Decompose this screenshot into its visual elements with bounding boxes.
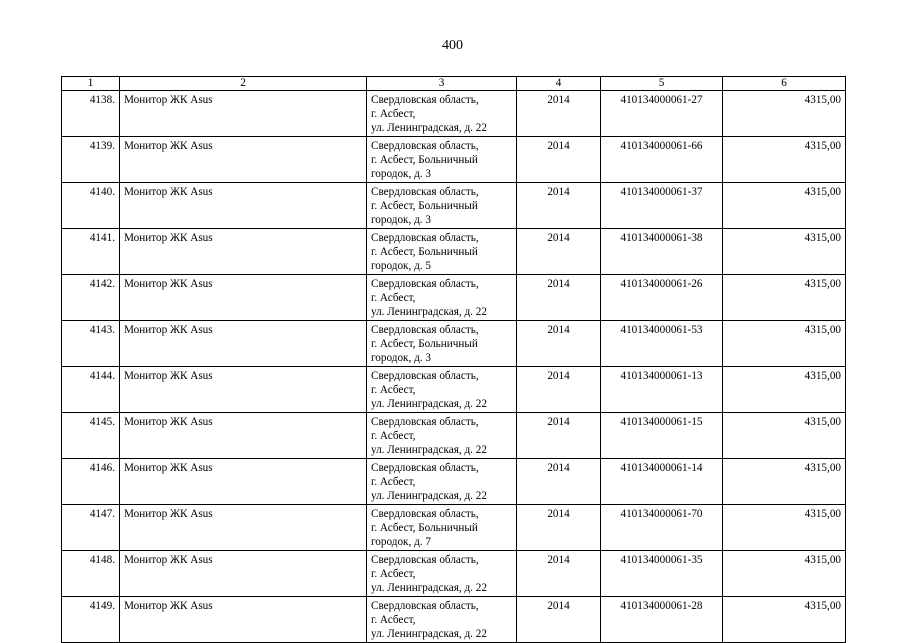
- address-line: Свердловская область,: [371, 554, 479, 566]
- address-cell: [367, 597, 517, 643]
- item-name-cell: Монитор ЖК Asus: [120, 321, 367, 367]
- address-line: г. Асбест, Больничный: [371, 522, 478, 534]
- address-cell: [367, 367, 517, 413]
- address-line: ул. Ленинградская, д. 22: [371, 306, 487, 318]
- address-line: ул. Ленинградская, д. 22: [371, 628, 487, 640]
- cost-cell: 4315,00: [723, 551, 846, 597]
- cost-cell: 4315,00: [723, 183, 846, 229]
- year-cell: 2014: [517, 321, 601, 367]
- item-name-cell: Монитор ЖК Asus: [120, 91, 367, 137]
- table-body: [62, 91, 846, 643]
- cost-cell: 4315,00: [723, 229, 846, 275]
- cost-cell: 4315,00: [723, 321, 846, 367]
- item-name-cell: Монитор ЖК Asus: [120, 229, 367, 275]
- page-number: 400: [442, 38, 463, 53]
- address-line: Свердловская область,: [371, 140, 479, 152]
- year-cell: 2014: [517, 505, 601, 551]
- row-number-cell: 4143.: [62, 321, 120, 367]
- item-name-cell: Монитор ЖК Asus: [120, 275, 367, 321]
- address-line: Свердловская область,: [371, 94, 479, 106]
- address-line: г. Асбест, Больничный: [371, 200, 478, 212]
- column-header: 3: [367, 77, 517, 91]
- row-number-cell: 4140.: [62, 183, 120, 229]
- year-cell: 2014: [517, 91, 601, 137]
- table-row: [62, 367, 846, 413]
- inventory-number-cell: 410134000061-37: [601, 183, 723, 229]
- inventory-number-cell: 410134000061-53: [601, 321, 723, 367]
- cost-cell: 4315,00: [723, 137, 846, 183]
- cost-cell: 4315,00: [723, 367, 846, 413]
- row-number-cell: 4147.: [62, 505, 120, 551]
- address-cell: [367, 505, 517, 551]
- address-line: г. Асбест, Больничный: [371, 246, 478, 258]
- item-name-cell: Монитор ЖК Asus: [120, 597, 367, 643]
- row-number-cell: 4145.: [62, 413, 120, 459]
- year-cell: 2014: [517, 459, 601, 505]
- item-name-cell: Монитор ЖК Asus: [120, 551, 367, 597]
- inventory-number-cell: 410134000061-66: [601, 137, 723, 183]
- inventory-number-cell: 410134000061-28: [601, 597, 723, 643]
- address-cell: [367, 275, 517, 321]
- item-name-cell: Монитор ЖК Asus: [120, 505, 367, 551]
- address-line: г. Асбест,: [371, 430, 416, 442]
- table-row: [62, 505, 846, 551]
- cost-cell: 4315,00: [723, 597, 846, 643]
- table-row: [62, 459, 846, 505]
- row-number-cell: 4142.: [62, 275, 120, 321]
- address-cell: [367, 183, 517, 229]
- address-line: городок, д. 3: [371, 214, 431, 226]
- address-line: г. Асбест,: [371, 568, 416, 580]
- table-row: [62, 91, 846, 137]
- table-row: [62, 551, 846, 597]
- address-line: ул. Ленинградская, д. 22: [371, 444, 487, 456]
- item-name-cell: Монитор ЖК Asus: [120, 367, 367, 413]
- row-number-cell: 4139.: [62, 137, 120, 183]
- address-line: г. Асбест,: [371, 476, 416, 488]
- row-number-cell: 4149.: [62, 597, 120, 643]
- address-line: Свердловская область,: [371, 370, 479, 382]
- address-line: г. Асбест,: [371, 292, 416, 304]
- item-name-cell: Монитор ЖК Asus: [120, 137, 367, 183]
- address-cell: [367, 91, 517, 137]
- address-line: Свердловская область,: [371, 416, 479, 428]
- address-line: городок, д. 5: [371, 260, 431, 272]
- year-cell: 2014: [517, 597, 601, 643]
- address-cell: [367, 137, 517, 183]
- address-line: ул. Ленинградская, д. 22: [371, 490, 487, 502]
- header-row: [62, 77, 846, 91]
- address-line: Свердловская область,: [371, 462, 479, 474]
- row-number-cell: 4144.: [62, 367, 120, 413]
- address-cell: [367, 459, 517, 505]
- year-cell: 2014: [517, 413, 601, 459]
- table-row: [62, 413, 846, 459]
- address-line: Свердловская область,: [371, 186, 479, 198]
- address-line: г. Асбест, Больничный: [371, 338, 478, 350]
- address-line: Свердловская область,: [371, 324, 479, 336]
- table-row: [62, 597, 846, 643]
- row-number-cell: 4138.: [62, 91, 120, 137]
- inventory-number-cell: 410134000061-15: [601, 413, 723, 459]
- address-line: ул. Ленинградская, д. 22: [371, 122, 487, 134]
- address-line: ул. Ленинградская, д. 22: [371, 582, 487, 594]
- address-line: г. Асбест, Больничный: [371, 154, 478, 166]
- table-row: [62, 275, 846, 321]
- item-name-cell: Монитор ЖК Asus: [120, 459, 367, 505]
- table-row: [62, 183, 846, 229]
- year-cell: 2014: [517, 137, 601, 183]
- inventory-number-cell: 410134000061-13: [601, 367, 723, 413]
- row-number-cell: 4146.: [62, 459, 120, 505]
- inventory-number-cell: 410134000061-70: [601, 505, 723, 551]
- year-cell: 2014: [517, 551, 601, 597]
- cost-cell: 4315,00: [723, 505, 846, 551]
- column-header: 2: [120, 77, 367, 91]
- registry-table: [61, 76, 846, 643]
- inventory-number-cell: 410134000061-14: [601, 459, 723, 505]
- inventory-number-cell: 410134000061-38: [601, 229, 723, 275]
- inventory-number-cell: 410134000061-27: [601, 91, 723, 137]
- address-line: Свердловская область,: [371, 232, 479, 244]
- address-cell: [367, 229, 517, 275]
- item-name-cell: Монитор ЖК Asus: [120, 183, 367, 229]
- address-line: г. Асбест,: [371, 384, 416, 396]
- address-cell: [367, 321, 517, 367]
- address-line: г. Асбест,: [371, 614, 416, 626]
- year-cell: 2014: [517, 229, 601, 275]
- row-number-cell: 4141.: [62, 229, 120, 275]
- address-line: Свердловская область,: [371, 278, 479, 290]
- address-line: ул. Ленинградская, д. 22: [371, 398, 487, 410]
- table-row: [62, 229, 846, 275]
- address-line: г. Асбест,: [371, 108, 416, 120]
- cost-cell: 4315,00: [723, 459, 846, 505]
- cost-cell: 4315,00: [723, 413, 846, 459]
- table-row: [62, 137, 846, 183]
- column-header: 4: [517, 77, 601, 91]
- inventory-number-cell: 410134000061-35: [601, 551, 723, 597]
- inventory-number-cell: 410134000061-26: [601, 275, 723, 321]
- address-line: Свердловская область,: [371, 600, 479, 612]
- year-cell: 2014: [517, 183, 601, 229]
- column-header: 6: [723, 77, 846, 91]
- address-line: городок, д. 3: [371, 168, 431, 180]
- table-row: [62, 321, 846, 367]
- year-cell: 2014: [517, 275, 601, 321]
- address-cell: [367, 551, 517, 597]
- item-name-cell: Монитор ЖК Asus: [120, 413, 367, 459]
- address-line: Свердловская область,: [371, 508, 479, 520]
- column-header: 5: [601, 77, 723, 91]
- column-header: 1: [62, 77, 120, 91]
- address-cell: [367, 413, 517, 459]
- row-number-cell: 4148.: [62, 551, 120, 597]
- address-line: городок, д. 7: [371, 536, 431, 548]
- address-line: городок, д. 3: [371, 352, 431, 364]
- cost-cell: 4315,00: [723, 91, 846, 137]
- year-cell: 2014: [517, 367, 601, 413]
- cost-cell: 4315,00: [723, 275, 846, 321]
